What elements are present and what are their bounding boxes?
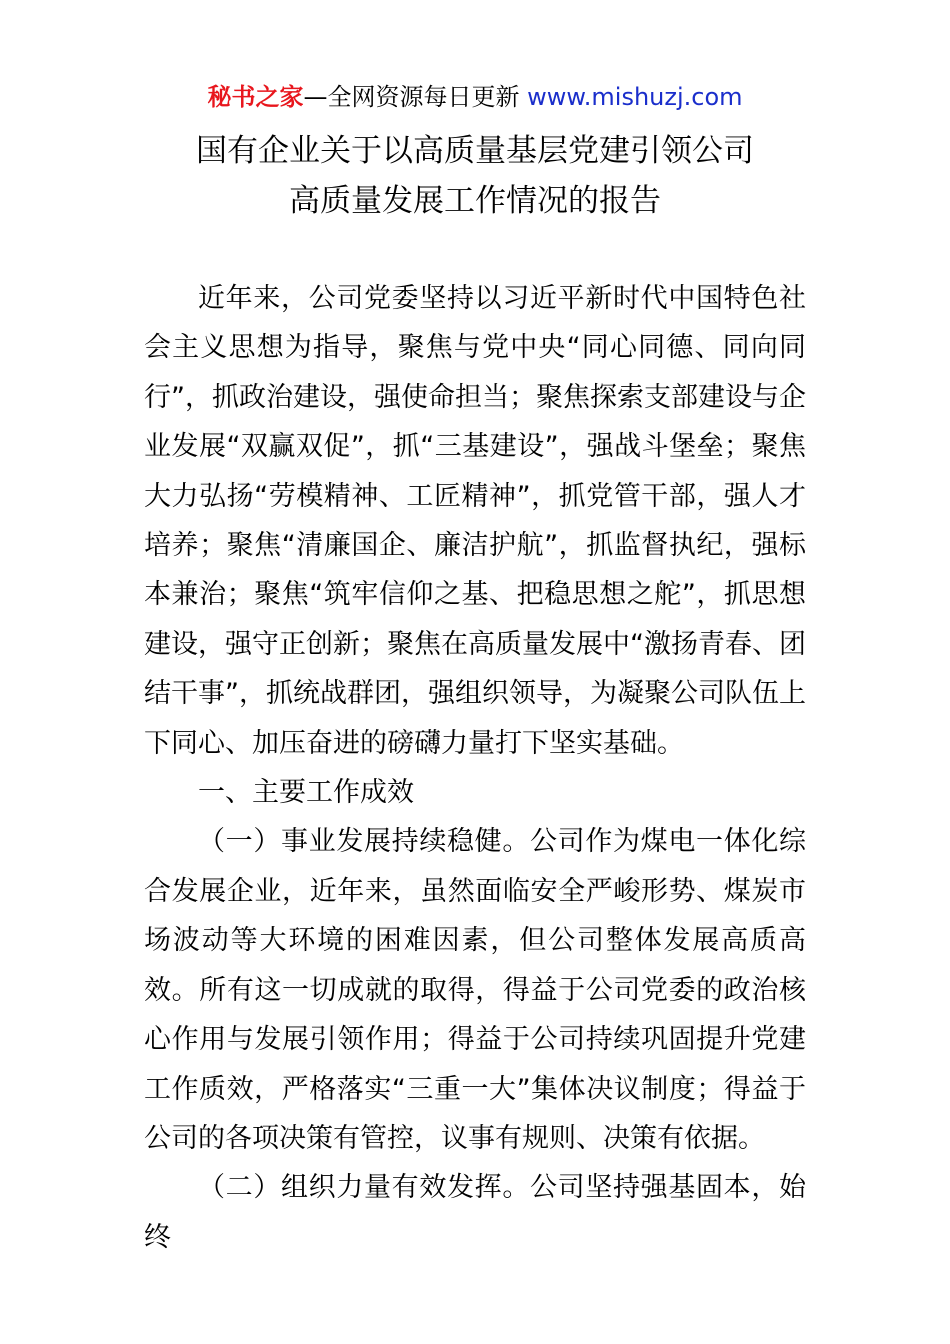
site-brand: 秘书之家 xyxy=(207,83,304,111)
document-title xyxy=(0,126,950,226)
site-url-link[interactable]: www.mishuzj.com xyxy=(527,83,743,111)
site-watermark-header xyxy=(0,80,950,114)
paragraph-organization-strength: （二）组织力量有效发挥。公司坚持强基固本，始终 xyxy=(144,1172,806,1253)
site-tagline: —全网资源每日更新 xyxy=(303,83,528,111)
document-body xyxy=(144,274,806,1262)
paragraph-business-development: （一）事业发展持续稳健。公司作为煤电一体化综合发展企业，近年来，虽然面临安全严峻形势、煤炭市场波动等大环境的困难因素，但公司整体发展高质高效。所有这一切成就的取得，得益于公司党委的政治核心作用与发展引领作用；得益于公司持续巩固提升党建工作质效，严格落实“三重一大”集体决议制度；得益于公司的各项决策有管控，议事有规则、决策有依据。 xyxy=(144,826,806,1154)
intro-paragraph: 近年来，公司党委坚持以习近平新时代中国特色社会主义思想为指导，聚焦与党中央“同心同德、同向同行”，抓政治建设，强使命担当；聚焦探索支部建设与企业发展“双赢双促”，抓“三基建设”，强战斗堡垒；聚焦大力弘扬“劳模精神、工匠精神”，抓党管干部，强人才培养；聚焦“清廉国企、廉洁护航”，抓监督执纪，强标本兼治；聚焦“筑牢信仰之基、把稳思想之舵”，抓思想建设，强守正创新；聚焦在高质量发展中“激扬青春、团结干事”，抓统战群团，强组织领导，为凝聚公司队伍上下同心、加压奋进的磅礴力量打下坚实基础。 xyxy=(144,283,806,759)
document-title-line-1: 国有企业关于以高质量基层党建引领公司 xyxy=(196,133,754,169)
document-title-line-2: 高质量发展工作情况的报告 xyxy=(289,183,661,219)
section-heading-main-achievements: 一、主要工作成效 xyxy=(198,777,414,809)
